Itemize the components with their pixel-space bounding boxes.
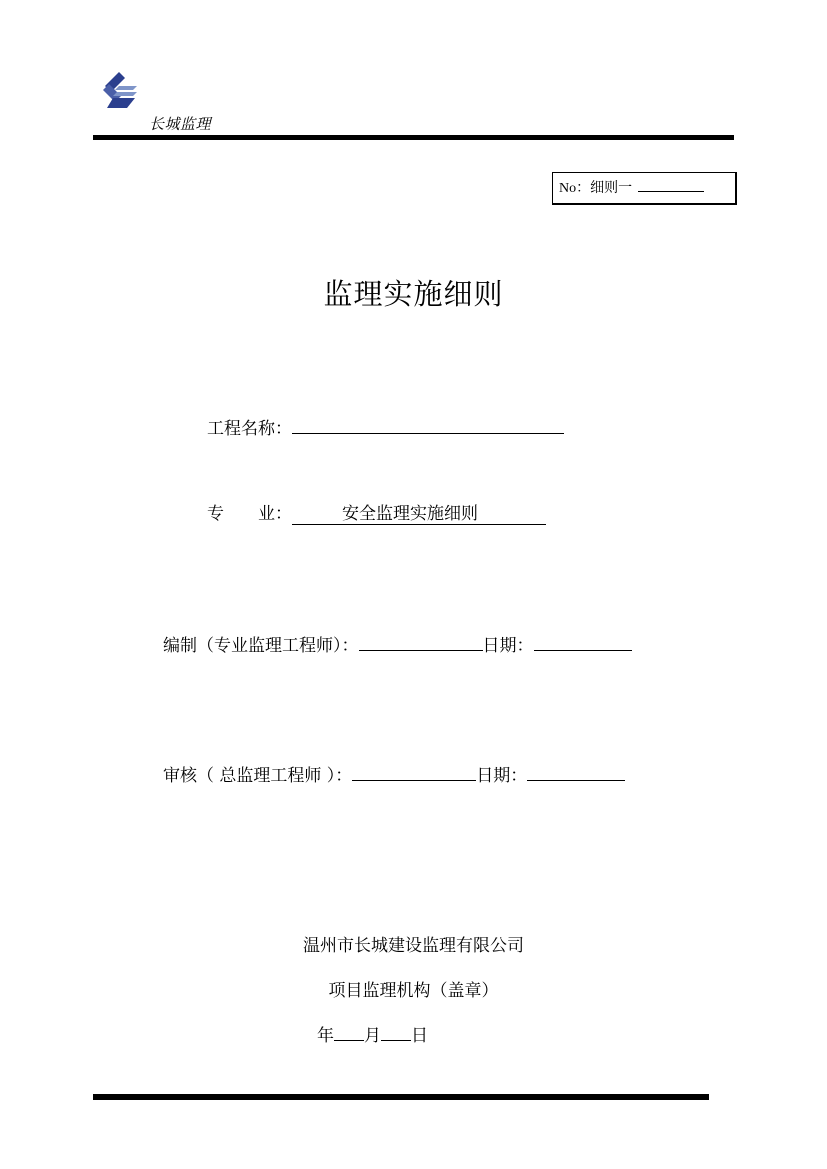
company-logo-icon [97, 70, 139, 112]
reviewer-field [163, 760, 625, 786]
compiler-field [163, 630, 632, 656]
specialty-value: 安全监理实施细则 [292, 504, 546, 525]
company-name: 长城监理 [149, 115, 212, 133]
compiler-blank [359, 630, 483, 651]
page-title: 监理实施细则 [323, 277, 504, 311]
year-label: 年 [317, 1026, 334, 1046]
month-label: 月 [364, 1026, 381, 1046]
compiler-date-blank [534, 630, 632, 651]
project-name-field [207, 413, 564, 439]
doc-number-label: No：细则一 [559, 181, 633, 196]
footer-rule [93, 1094, 709, 1100]
day-blank [381, 1020, 411, 1041]
project-name-label: 工程名称： [207, 419, 292, 439]
project-name-blank [292, 413, 564, 434]
doc-number-blank [638, 177, 704, 192]
compiler-date-label: 日期： [482, 636, 534, 656]
reviewer-date-blank [527, 760, 625, 781]
header-rule [93, 135, 734, 140]
month-blank [334, 1020, 364, 1041]
footer-organization: 项目监理机构（盖章） [328, 981, 499, 1001]
specialty-label: 专 业： [207, 504, 292, 524]
day-label: 日 [411, 1026, 428, 1046]
doc-number-box [552, 172, 737, 205]
specialty-field [207, 499, 546, 525]
compiler-label: 编制（专业监理工程师）： [163, 636, 359, 656]
footer-date [317, 1020, 428, 1046]
reviewer-label: 审核（ 总监理工程师 ）： [163, 766, 353, 786]
footer-company: 温州市长城建设监理有限公司 [303, 936, 524, 956]
reviewer-blank [352, 760, 476, 781]
reviewer-date-label: 日期： [476, 766, 528, 786]
